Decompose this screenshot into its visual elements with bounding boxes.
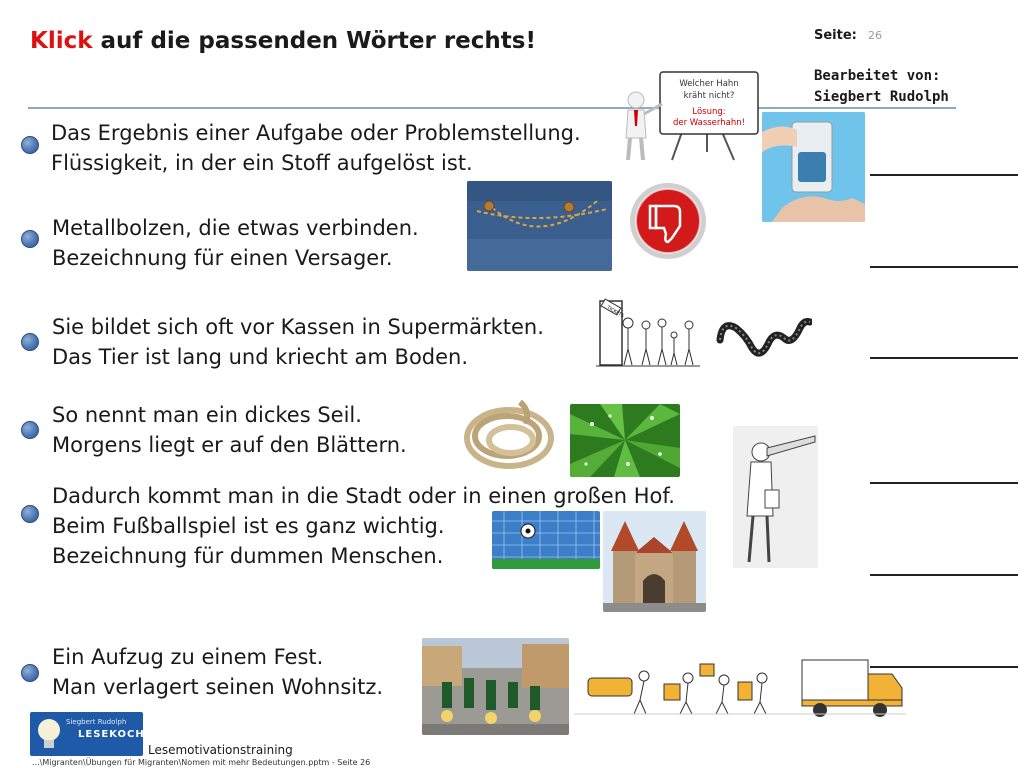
logo-small-text: Siegbert Rudolph xyxy=(66,718,127,726)
queue-sign-label: TICKETS xyxy=(605,305,625,320)
moving-house-drawing xyxy=(574,656,906,720)
page-label: Seite: xyxy=(814,28,857,43)
answer-line[interactable] xyxy=(870,174,1018,176)
edited-by-label: Bearbeitet von: xyxy=(814,68,941,84)
clue-line[interactable]: Ein Aufzug zu einem Fest. xyxy=(52,645,324,669)
edited-by-name: Siegbert Rudolph xyxy=(814,89,949,105)
title-highlight: Klick xyxy=(30,28,93,54)
bullet xyxy=(21,136,39,154)
bullet xyxy=(21,421,39,439)
poster-line-3: Lösung: xyxy=(692,107,726,117)
parade-photo xyxy=(422,638,569,735)
answer-line[interactable] xyxy=(870,574,1018,576)
clue-line[interactable]: Bezeichnung für einen Versager. xyxy=(52,246,393,270)
answer-line[interactable] xyxy=(870,482,1018,484)
leaf-dew-photo xyxy=(570,404,680,477)
lesekoch-logo xyxy=(30,712,143,756)
bullet xyxy=(21,664,39,682)
header-divider xyxy=(28,107,956,109)
football-goal-photo xyxy=(492,511,600,569)
answer-line[interactable] xyxy=(870,266,1018,268)
clue-group-2[interactable] xyxy=(52,213,419,273)
edited-by xyxy=(814,66,949,108)
clue-line[interactable]: So nennt man ein dickes Seil. xyxy=(52,403,362,427)
clue-line[interactable]: Beim Fußballspiel ist es ganz wichtig. xyxy=(52,514,445,538)
clue-line[interactable]: Das Ergebnis einer Aufgabe oder Problemstellung. xyxy=(51,121,581,145)
clue-group-3[interactable] xyxy=(52,312,544,372)
page-number: 26 xyxy=(868,29,882,42)
snake-icon xyxy=(716,310,812,362)
presenter-poster-image xyxy=(622,70,762,162)
clue-line[interactable]: Morgens liegt er auf den Blättern. xyxy=(52,433,407,457)
logo-big-text: LESEKOCH xyxy=(78,729,145,740)
clue-line[interactable]: Das Tier ist lang und kriecht am Boden. xyxy=(52,345,469,369)
clue-line[interactable]: Sie bildet sich oft vor Kassen in Supermärkten. xyxy=(52,315,544,339)
bullet xyxy=(21,333,39,351)
clue-line[interactable]: Dadurch kommt man in die Stadt oder in einen großen Hof. xyxy=(52,484,675,508)
poster-line-4: der Wasserhahn! xyxy=(672,118,746,128)
poster-line-2: kräht nicht? xyxy=(683,91,735,101)
bullet xyxy=(21,230,39,248)
clue-group-6[interactable] xyxy=(52,642,383,702)
thumbs-down-icon xyxy=(628,182,708,260)
poster-line-1: Welcher Hahn xyxy=(679,79,739,89)
clue-line[interactable]: Flüssigkeit, in der ein Stoff aufgelöst ist. xyxy=(51,151,473,175)
rope-photo xyxy=(460,396,558,472)
answer-line[interactable] xyxy=(870,357,1018,359)
queue-drawing xyxy=(596,297,700,369)
footer-path: ...\Migranten\Übungen für Migranten\Nomen mit mehr Bedeutungen.pptm - Seite 26 xyxy=(32,758,371,767)
telescope-man-image xyxy=(733,426,818,568)
clue-line[interactable]: Man verlagert seinen Wohnsitz. xyxy=(52,675,384,699)
clue-group-4[interactable] xyxy=(52,400,407,460)
water-dispenser-photo xyxy=(762,112,865,222)
title-rest: auf die passenden Wörter rechts! xyxy=(92,28,536,54)
city-gate-photo xyxy=(603,511,706,612)
bullet xyxy=(21,505,39,523)
clue-line[interactable]: Metallbolzen, die etwas verbinden. xyxy=(52,216,419,240)
clue-line[interactable]: Bezeichnung für dummen Menschen. xyxy=(52,544,444,568)
page-title xyxy=(30,28,536,54)
jeans-rivet-photo xyxy=(467,181,612,271)
footer-brand: Lesemotivationstraining xyxy=(148,743,293,757)
clue-group-1[interactable] xyxy=(51,118,581,178)
